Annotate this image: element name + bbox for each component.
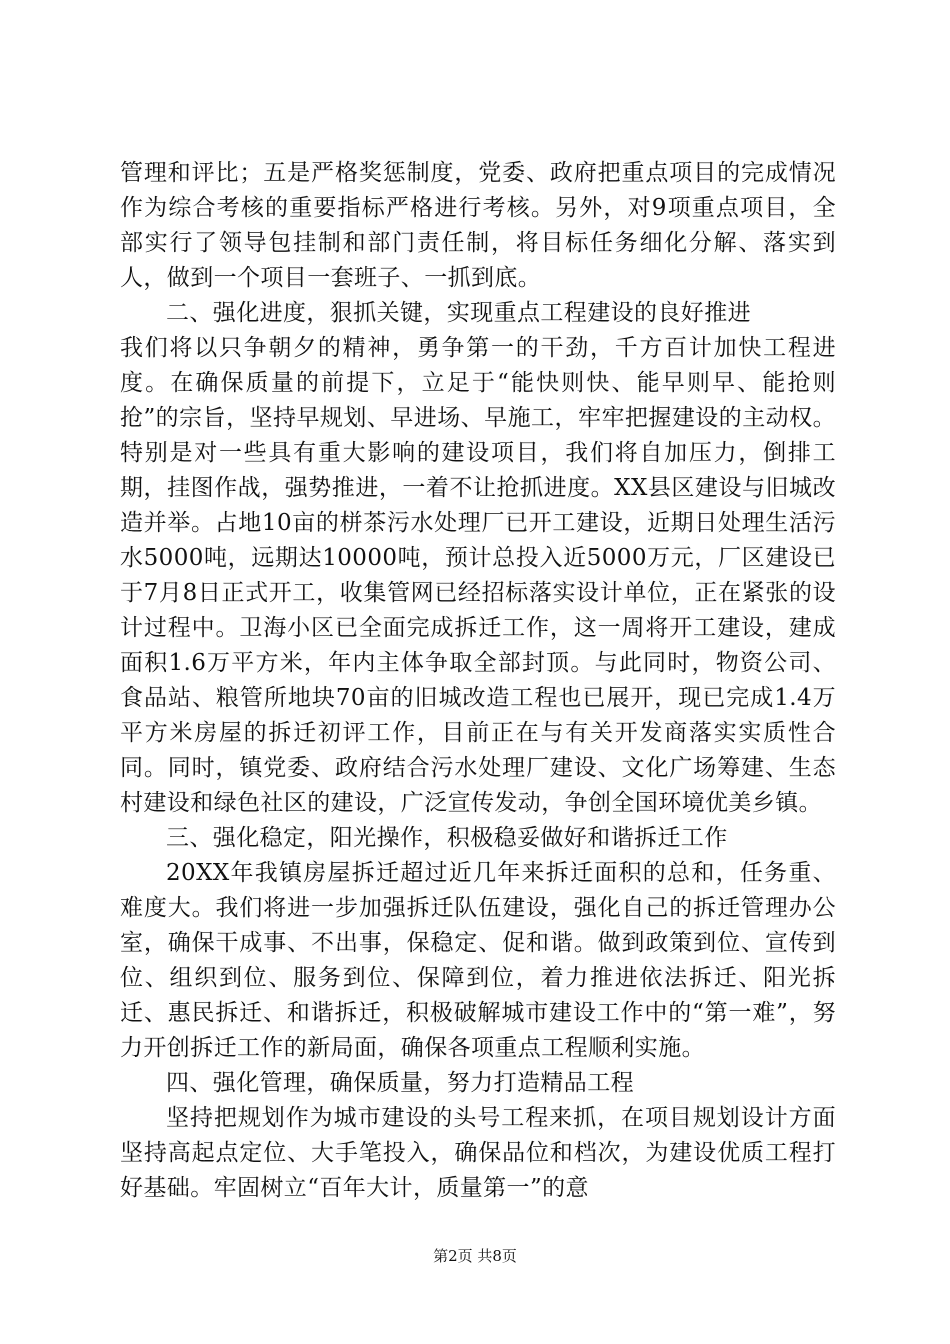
section-heading: 四、强化管理，确保质量，努力打造精品工程 [166, 1070, 634, 1096]
page-footer: 第2页 共8页 [433, 1247, 517, 1265]
paragraph: 管理和评比；五是严格奖惩制度，党委、政府把重点项目的完成情况作为综合考核的重要指标严格进行考核。另外，对9项重点项目，全部实行了领导包挂制和部门责任制，将目标任务细化分解、落实到人，做到一个项目一套班子、一抓到底。 [120, 160, 836, 291]
document-body [120, 156, 836, 1206]
paragraph: 坚持把规划作为城市建设的头号工程来抓，在项目规划设计方面坚持高起点定位、大手笔投入，确保品位和档次，为建设优质工程打好基础。牢固树立“百年大计，质量第一”的意 [120, 1105, 836, 1201]
paragraph: 我们将以只争朝夕的精神，勇争第一的干劲，千方百计加快工程进度。在确保质量的前提下，立足于“能快则快、能早则早、能抢则抢”的宗旨，坚持早规划、早进场、早施工，牢牢把握建设的主动权。特别是对一些具有重大影响的建设项目，我们将自加压力，倒排工期，挂图作战，强势推进，一着不让抢抓进度。XX县区建设与旧城改造并举。占地10亩的栟茶污水处理厂已开工建设，近期日处理生活污水5000吨，远期达10000吨，预计总投入近5000万元，厂区建设已于7月8日正式开工，收集管网已经招标落实设计单位，正在紧张的设计过程中。卫海小区已全面完成拆迁工作，这一周将开工建设，建成面积1.6万平方米，年内主体争取全部封顶。与此同时，物资公司、食品站、粮管所地块70亩的旧城改造工程也已展开，现已完成1.4万平方米房屋的拆迁初评工作，目前正在与有关开发商落实实质性合同。同时，镇党委、政府结合污水处理厂建设、文化广场筹建、生态村建设和绿色社区的建设，广泛宣传发动，争创全国环境优美乡镇。 [120, 335, 836, 816]
section-heading: 二、强化进度，狠抓关键，实现重点工程建设的良好推进 [166, 300, 751, 326]
section-heading: 三、强化稳定，阳光操作，积极稳妥做好和谐拆迁工作 [166, 825, 728, 851]
paragraph: 20XX年我镇房屋拆迁超过近几年来拆迁面积的总和，任务重、难度大。我们将进一步加强拆迁队伍建设，强化自己的拆迁管理办公室，确保干成事、不出事，保稳定、促和谐。做到政策到位、宣传到位、组织到位、服务到位、保障到位，着力推进依法拆迁、阳光拆迁、惠民拆迁、和谐拆迁，积极破解城市建设工作中的“第一难”，努力开创拆迁工作的新局面，确保各项重点工程顺利实施。 [120, 860, 836, 1061]
